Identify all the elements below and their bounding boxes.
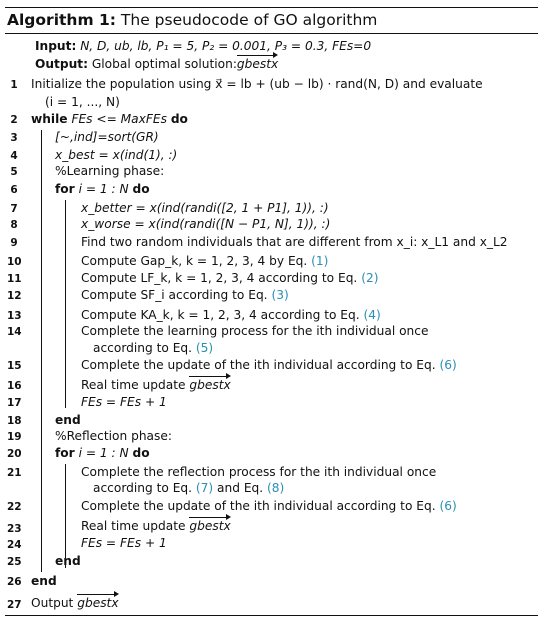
eq-ref-link[interactable]: (4) [363, 308, 381, 322]
kw-do: do [132, 446, 150, 460]
line-7: x_better = x(ind(randi([2, 1 + P1], 1)), :) [81, 201, 329, 215]
eq-ref-link[interactable]: (8) [267, 481, 285, 495]
line-number: 23 [7, 523, 22, 535]
line-number: 14 [7, 326, 22, 338]
line-number: 9 [10, 237, 18, 249]
while-block-bar [41, 130, 42, 572]
line-14: Complete the learning process for the ith individual once [81, 324, 429, 338]
line-13-text: Compute KA_k, k = 1, 2, 3, 4 according to Eq. [81, 308, 360, 322]
title-label: Algorithm 1: [7, 11, 116, 29]
kw-while: while [31, 112, 68, 126]
line-number: 25 [7, 556, 22, 568]
line-2 [31, 112, 188, 126]
line-15 [81, 358, 457, 372]
line-number: 3 [10, 132, 18, 144]
line-number: 20 [7, 448, 22, 460]
line-number: 11 [7, 273, 22, 285]
line-number: 27 [7, 599, 22, 611]
line-24: FEs = FEs + 1 [81, 536, 167, 550]
line-4: x_best = x(ind(1), :) [55, 148, 178, 162]
eq-ref-link[interactable]: (6) [439, 358, 457, 372]
input-label: Input: [35, 39, 77, 53]
line-number: 2 [10, 114, 18, 126]
output-line [35, 57, 278, 71]
title-text: The pseudocode of GO algorithm [120, 11, 378, 29]
line-14-cont [93, 341, 213, 355]
line-21: Complete the reflection process for the ith individual once [81, 465, 437, 479]
kw-do: do [170, 112, 188, 126]
line-number: 8 [10, 219, 18, 231]
line-number: 5 [10, 166, 18, 178]
line-number: 24 [7, 539, 22, 551]
line-21-cont-text: according to Eq. [93, 481, 192, 495]
line-10-text: Compute Gap_k, k = 1, 2, 3, 4 by Eq. [81, 254, 308, 268]
eq-ref-link[interactable]: (7) [195, 481, 214, 495]
line-12-text: Compute SF_i according to Eq. [81, 288, 268, 302]
algorithm-title [7, 11, 377, 29]
line-27 [31, 596, 119, 610]
line-17: FEs = FEs + 1 [81, 395, 167, 409]
line-22 [81, 499, 457, 513]
top-rule [5, 7, 538, 8]
line-12 [81, 288, 289, 302]
line-23-text: Real time update [81, 519, 186, 533]
algorithm-box [5, 4, 538, 616]
line-20 [55, 446, 150, 460]
line-6-range: i = 1 : N [78, 182, 129, 196]
line-16-text: Real time update [81, 378, 186, 392]
line-number: 12 [7, 290, 22, 302]
for-block-bar [65, 200, 66, 408]
line-number: 26 [7, 576, 22, 588]
line-15-text: Complete the update of the ith individual according to Eq. [81, 358, 436, 372]
line-1-cont: (i = 1, ..., N) [45, 95, 120, 109]
for-block-bar [65, 464, 66, 568]
line-1: Initialize the population using x⃗ = lb + (ub − lb) · rand(N, D) and evaluate [31, 77, 483, 91]
output-var: gbestx [236, 57, 279, 71]
line-10 [81, 254, 328, 268]
eq-ref-link[interactable]: (3) [271, 288, 289, 302]
line-21-cont [93, 481, 284, 495]
line-number: 16 [7, 380, 22, 392]
output-label: Output: [35, 57, 88, 71]
line-number: 22 [7, 501, 22, 513]
line-number: 13 [7, 310, 22, 322]
line-number: 18 [7, 415, 22, 427]
line-8: x_worse = x(ind(randi([N − P1, N], 1)), :) [81, 217, 331, 231]
line-19: %Reflection phase: [55, 429, 172, 443]
line-number: 17 [7, 397, 22, 409]
line-number: 6 [10, 184, 18, 196]
line-13 [81, 308, 381, 322]
line-20-range: i = 1 : N [78, 446, 129, 460]
line-25-end: end [55, 554, 81, 568]
line-3: [~,ind]=sort(GR) [55, 130, 159, 144]
gbestx-var: gbestx [189, 378, 231, 392]
line-16 [81, 378, 231, 392]
line-number: 21 [7, 467, 22, 479]
line-number: 19 [7, 431, 22, 443]
kw-for: for [55, 182, 75, 196]
line-number: 1 [10, 79, 18, 91]
eq-ref-link[interactable]: (6) [439, 499, 457, 513]
line-23 [81, 519, 231, 533]
line-number: 7 [10, 203, 18, 215]
input-line [35, 39, 371, 53]
line-21-cont-text2: and Eq. [217, 481, 264, 495]
line-9: Find two random individuals that are different from x_i: x_L1 and x_L2 [81, 235, 508, 249]
eq-ref-link[interactable]: (2) [361, 271, 379, 285]
input-text: N, D, ub, lb, P₁ = 5, P₂ = 0.001, P₃ = 0.3, FEs=0 [80, 39, 372, 53]
gbestx-var: gbestx [77, 596, 119, 610]
line-18-end: end [55, 413, 81, 427]
title-rule [5, 33, 538, 34]
line-14-cont-text: according to Eq. [93, 341, 192, 355]
line-11 [81, 271, 378, 285]
kw-do: do [132, 182, 150, 196]
eq-ref-link[interactable]: (5) [195, 341, 214, 355]
line-number: 10 [7, 256, 22, 268]
gbestx-var: gbestx [189, 519, 231, 533]
line-2-cond: FEs <= MaxFEs [71, 112, 167, 126]
line-26-end: end [31, 574, 57, 588]
line-11-text: Compute LF_k, k = 1, 2, 3, 4 according to Eq. [81, 271, 358, 285]
line-number: 4 [10, 150, 18, 162]
line-27-text: Output [31, 596, 74, 610]
bottom-rule [5, 615, 538, 616]
line-number: 15 [7, 360, 22, 372]
eq-ref-link[interactable]: (1) [311, 254, 329, 268]
output-text: Global optimal solution: [91, 57, 237, 71]
line-22-text: Complete the update of the ith individual according to Eq. [81, 499, 436, 513]
line-5: %Learning phase: [55, 164, 165, 178]
kw-for: for [55, 446, 75, 460]
line-6 [55, 182, 150, 196]
